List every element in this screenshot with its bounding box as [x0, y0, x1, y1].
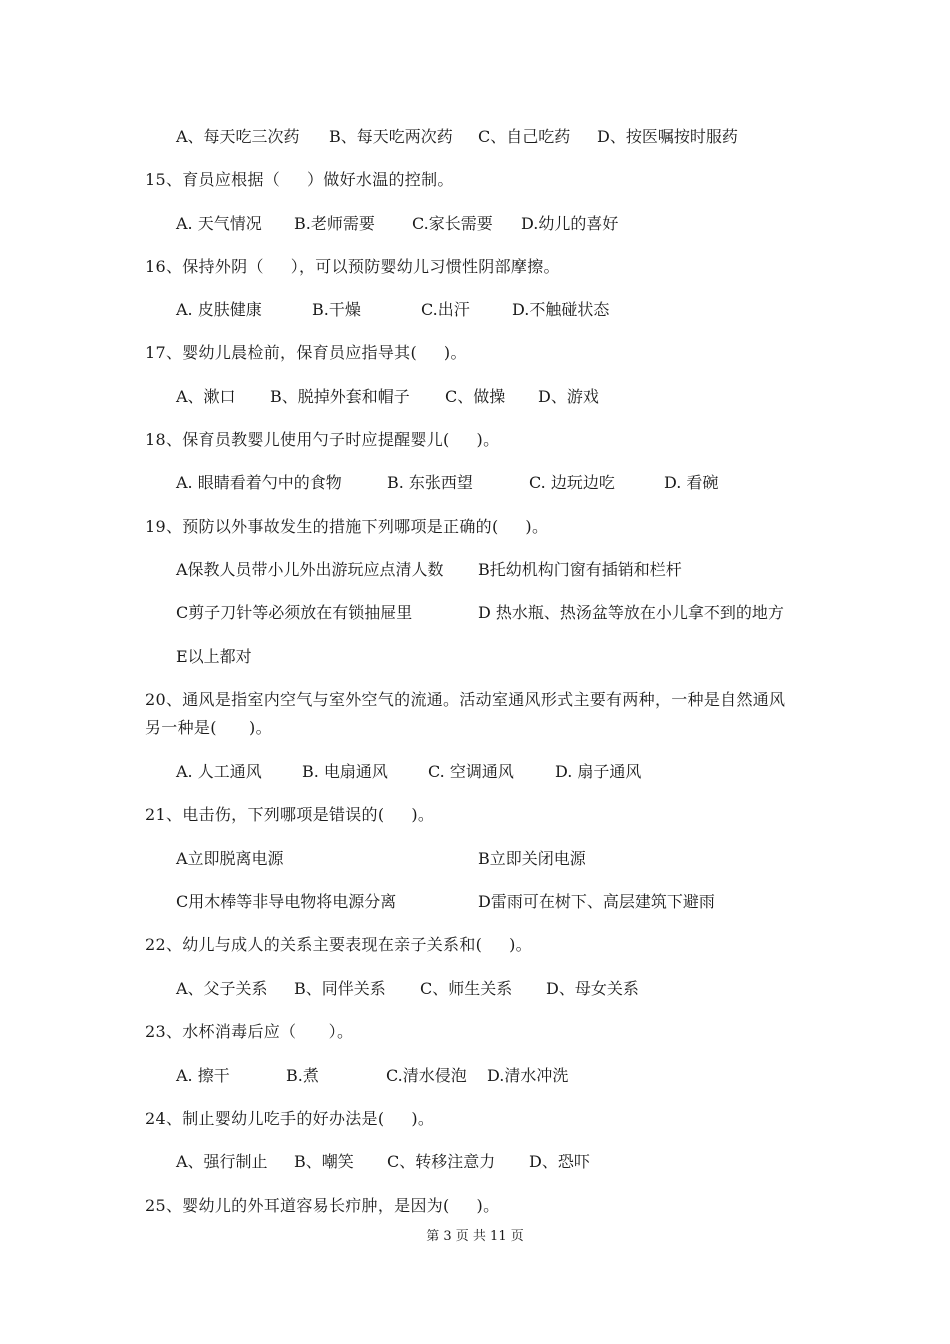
q19-option-c: C剪子刀针等必须放在有锁抽屉里 [176, 603, 413, 622]
q21-option-c: C用木棒等非导电物将电源分离 [176, 892, 397, 911]
q16-option-c: C.出汗 [421, 300, 470, 319]
q15-option-d: D.幼儿的喜好 [521, 214, 619, 233]
q24-option-d: D、恐吓 [529, 1152, 590, 1171]
q24-option-c: C、转移注意力 [387, 1152, 496, 1171]
q18-option-d: D. 看碗 [664, 473, 719, 492]
q24-option-a: A、强行制止 [176, 1152, 268, 1171]
q18-option-b: B. 东张西望 [387, 473, 473, 492]
q21-option-b: B立即关闭电源 [478, 849, 586, 868]
q21-option-a: A立即脱离电源 [176, 849, 284, 868]
q22-option-d: D、母女关系 [546, 979, 639, 998]
q23-option-d: D.清水冲洗 [487, 1066, 569, 1085]
q16-option-a: A. 皮肤健康 [176, 300, 262, 319]
q20-option-d: D. 扇子通风 [555, 762, 642, 781]
q22-option-c: C、师生关系 [420, 979, 513, 998]
q20-option-c: C. 空调通风 [428, 762, 514, 781]
q19-option-b: B托幼机构门窗有插销和栏杆 [478, 560, 682, 579]
q23-option-a: A. 擦干 [176, 1066, 230, 1085]
q21-option-d: D雷雨可在树下、高层建筑下避雨 [478, 892, 715, 911]
q17-stem: 17、婴幼儿晨检前，保育员应指导其( )。 [145, 343, 467, 362]
q20-option-b: B. 电扇通风 [302, 762, 388, 781]
q22-option-b: B、同伴关系 [294, 979, 386, 998]
q20-stem-line1: 20、通风是指室内空气与室外空气的流通。活动室通风形式主要有两种，一种是自然通风 [145, 690, 786, 709]
q15-option-b: B.老师需要 [294, 214, 375, 233]
q21-stem: 21、电击伤，下列哪项是错误的( )。 [145, 805, 435, 824]
q16-option-b: B.干燥 [312, 300, 361, 319]
q18-option-a: A. 眼睛看着勺中的食物 [176, 473, 342, 492]
q17-option-c: C、做操 [445, 387, 506, 406]
q23-option-b: B.煮 [286, 1066, 319, 1085]
q17-option-d: D、游戏 [538, 387, 599, 406]
q23-option-c: C.清水侵泡 [386, 1066, 467, 1085]
q22-stem: 22、幼儿与成人的关系主要表现在亲子关系和( )。 [145, 935, 532, 954]
q20-option-a: A. 人工通风 [176, 762, 262, 781]
q15-option-c: C.家长需要 [412, 214, 493, 233]
q16-stem: 16、保持外阴（ ），可以预防婴幼儿习惯性阴部摩擦。 [145, 257, 560, 276]
q14-option-b: B、每天吃两次药 [329, 127, 453, 146]
q14-option-a: A、每天吃三次药 [176, 127, 300, 146]
q17-option-a: A、漱口 [176, 387, 236, 406]
q18-option-c: C. 边玩边吃 [529, 473, 615, 492]
q19-option-a: A保教人员带小儿外出游玩应点清人数 [176, 560, 444, 579]
q24-option-b: B、嘲笑 [294, 1152, 354, 1171]
q15-option-a: A. 天气情况 [176, 214, 262, 233]
q18-stem: 18、保育员教婴儿使用勺子时应提醒婴儿( )。 [145, 430, 500, 449]
q16-option-d: D.不触碰状态 [512, 300, 610, 319]
q19-option-e: E以上都对 [176, 647, 252, 666]
q17-option-b: B、脱掉外套和帽子 [270, 387, 410, 406]
q14-option-d: D、按医嘱按时服药 [597, 127, 738, 146]
q14-option-c: C、自己吃药 [478, 127, 571, 146]
q15-stem: 15、育员应根据（ ）做好水温的控制。 [145, 170, 454, 189]
q25-stem: 25、婴幼儿的外耳道容易长疖肿，是因为( )。 [145, 1196, 500, 1215]
q24-stem: 24、制止婴幼儿吃手的好办法是( )。 [145, 1109, 435, 1128]
q19-option-d: D 热水瓶、热汤盆等放在小儿拿不到的地方 [478, 603, 784, 622]
q23-stem: 23、水杯消毒后应（ ）。 [145, 1022, 354, 1041]
q19-stem: 19、预防以外事故发生的措施下列哪项是正确的( )。 [145, 517, 549, 536]
q20-stem-line2: 另一种是( )。 [145, 718, 272, 737]
page-number-footer: 第 3 页 共 11 页 [426, 1229, 524, 1244]
q22-option-a: A、父子关系 [176, 979, 268, 998]
